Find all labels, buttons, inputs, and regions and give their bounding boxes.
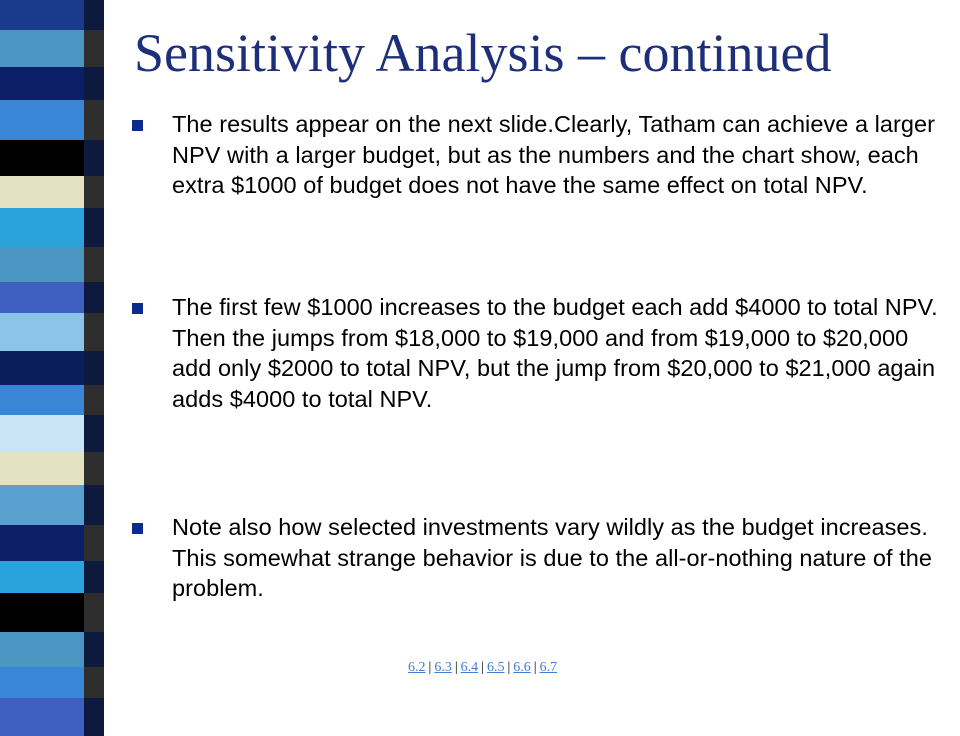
square-bullet-icon: [132, 303, 143, 314]
stripe-shadow-block: [84, 667, 104, 698]
stripe-shadow-block: [84, 561, 104, 593]
stripe-block: [0, 485, 84, 525]
stripe-shadow-block: [84, 100, 104, 140]
square-bullet-icon: [132, 523, 143, 534]
stripe-shadow-block: [84, 632, 104, 667]
stripe-block: [0, 385, 84, 415]
stripe-block: [0, 100, 84, 140]
nav-separator: |: [454, 660, 458, 675]
nav-link-6-2[interactable]: 6.2: [408, 660, 426, 675]
stripe-block: [0, 561, 84, 593]
stripe-block: [0, 593, 84, 632]
stripe-block: [0, 247, 84, 282]
stripe-shadow-block: [84, 593, 104, 632]
stripe-shadow-block: [84, 140, 104, 176]
stripe-shadow-block: [84, 176, 104, 208]
stripe-shadow-block: [84, 351, 104, 385]
slide-title: Sensitivity Analysis – continued: [134, 23, 832, 83]
stripe-shadow-block: [84, 0, 104, 30]
section-nav: [408, 660, 557, 676]
nav-separator: |: [481, 660, 484, 675]
nav-separator: |: [507, 660, 511, 675]
stripe-shadow-block: [84, 525, 104, 561]
nav-separator: |: [533, 660, 537, 675]
stripe-block: [0, 0, 84, 30]
stripe-block: [0, 67, 84, 100]
stripe-block: [0, 525, 84, 561]
nav-link-6-4[interactable]: 6.4: [460, 660, 479, 675]
stripe-block: [0, 282, 84, 313]
stripe-shadow: [84, 0, 104, 720]
stripe-block: [0, 632, 84, 667]
stripe-block: [0, 313, 84, 351]
stripe-block: [0, 351, 84, 385]
nav-link-6-3[interactable]: 6.3: [434, 660, 452, 675]
stripe-shadow-block: [84, 208, 104, 247]
nav-link-6-7[interactable]: 6.7: [539, 660, 558, 675]
stripe-block: [0, 415, 84, 452]
bullet-text: The first few $1000 increases to the budget each add $4000 to total NPV. Then the jumps from $18,000 to $19,000 and from $19,000 to $20,000 add only $2000 to total NPV, but the jump from $20,000 to $21,000 again adds $4000 to total NPV.: [172, 294, 938, 412]
stripe-shadow-block: [84, 415, 104, 452]
stripe-shadow-block: [84, 452, 104, 485]
stripe-shadow-block: [84, 485, 104, 525]
stripe-shadow-block: [84, 30, 104, 67]
stripe-block: [0, 698, 84, 736]
stripe-block: [0, 208, 84, 247]
stripe-block: [0, 667, 84, 698]
stripe-shadow-block: [84, 282, 104, 313]
stripe-block: [0, 30, 84, 67]
bullet-text: Note also how selected investments vary wildly as the budget increases. This somewhat strange behavior is due to the all-or-nothing nature of the problem.: [172, 514, 932, 601]
nav-link-6-5[interactable]: 6.5: [486, 660, 505, 675]
square-bullet-icon: [132, 120, 143, 131]
stripe-block: [0, 452, 84, 485]
stripe-shadow-block: [84, 698, 104, 736]
stripe-shadow-block: [84, 313, 104, 351]
stripe-block: [0, 176, 84, 208]
bullet-text: The results appear on the next slide.Clearly, Tatham can achieve a larger NPV with a larger budget, but as the numbers and the chart show, each extra $1000 of budget does not have the same effect on total NPV.: [172, 111, 936, 198]
nav-link-6-6[interactable]: 6.6: [513, 660, 531, 675]
nav-separator: |: [428, 660, 432, 675]
stripe-block: [0, 140, 84, 176]
stripe-shadow-block: [84, 67, 104, 100]
stripe-shadow-block: [84, 247, 104, 282]
stripe-shadow-block: [84, 385, 104, 415]
